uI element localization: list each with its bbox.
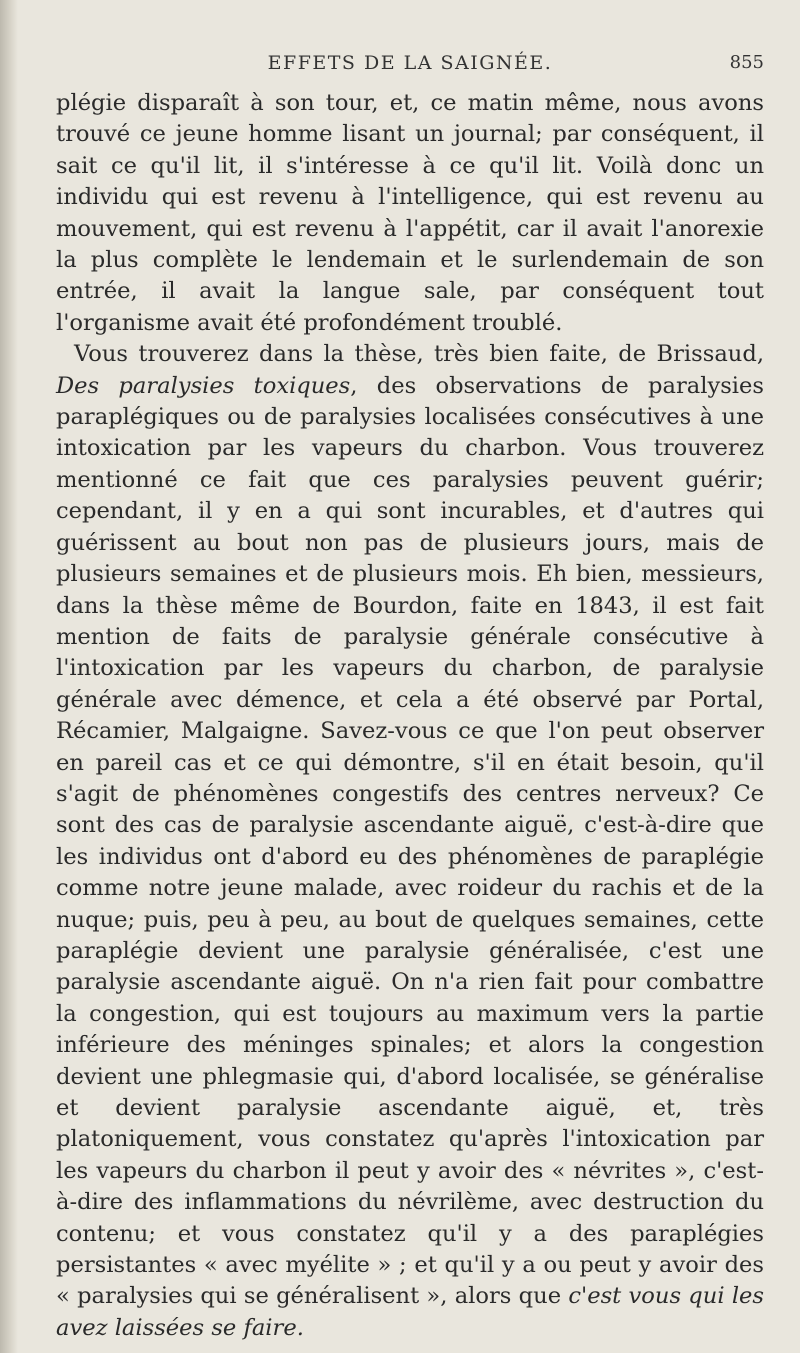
running-title: EFFETS DE LA SAIGNÉE. (267, 52, 553, 74)
paragraph-2 (56, 339, 764, 1344)
book-title-italic: Des paralysies toxiques (56, 372, 351, 399)
paragraph-1 (56, 88, 764, 339)
text-segment: plégie disparaît à son tour, et, ce matin même, nous avons trouvé ce jeune homme lisant un journal; par conséquent, il sait ce qu'il lit, il s'intéresse à ce qu'il lit. Voilà donc un individu qui est revenu à l'intelligence, qui est revenu au mouvement, qui est revenu à l'appétit, car il avait l'anorexie la plus complète le lendemain et le surlendemain de son entrée, il avait la langue sale, par conséquent tout l'organisme avait été profondément troublé. (56, 90, 764, 336)
text-segment: , des observations de paralysies paraplégiques ou de paralysies localisées consécutives à une intoxication par les vapeurs du charbon. Vous trouverez mentionné ce fait que ces paralysies peuvent guérir; cependant, il y en a qui sont incurables, et d'autres qui guérissent au bout non pas de plusieurs jours, mais de plusieurs semaines et de plusieurs mois. Eh bien, messieurs, dans la thèse même de Bourdon, faite en 1843, il est fait mention de faits de paralysie générale consécutive à l'intoxication par les vapeurs du charbon, de paralysie générale avec démence, et cela a été observé par Portal, Récamier, Malgaigne. Savez-vous ce que l'on peut observer en pareil cas et ce qui démontre, s'il en était besoin, qu'il s'agit de phénomènes congestifs des centres nerveux? Ce sont des cas de paralysie ascendante aiguë, c'est-à-dire que les individus ont d'abord eu des phénomènes de paraplégie comme notre jeune malade, avec roideur du rachis et de la nuque; puis, peu à peu, au bout de quelques semaines, cette paraplégie devient une paralysie généralisée, c'est une paralysie ascendante aiguë. On n'a rien fait pour combattre la congestion, qui est toujours au maximum vers la partie inférieure des méninges spinales; et alors la congestion devient une phlegmasie qui, d'abord localisée, se généralise et devient paralysie ascendante aiguë, et, très platoniquement, vous constatez qu'après l'intoxication par les vapeurs du charbon il peut y avoir des « névrites », c'est-à-dire des inflammations du névrilème, avec destruction du contenu; et vous constatez qu'il y a des paraplégies persistantes « avec myélite » ; et qu'il y a ou peut y avoir des « paralysies qui se généralisent », alors que (56, 372, 764, 1310)
page-number: 855 (729, 52, 764, 73)
page-binding-shadow (0, 0, 18, 1353)
book-page (56, 52, 764, 1344)
page-header (56, 52, 764, 88)
text-segment: Vous trouverez dans la thèse, très bien faite, de Brissaud, (74, 341, 764, 368)
closing-italic-phrase: c'est vous qui les avez laissées se faire. (56, 1283, 765, 1341)
body-text (56, 88, 764, 1344)
